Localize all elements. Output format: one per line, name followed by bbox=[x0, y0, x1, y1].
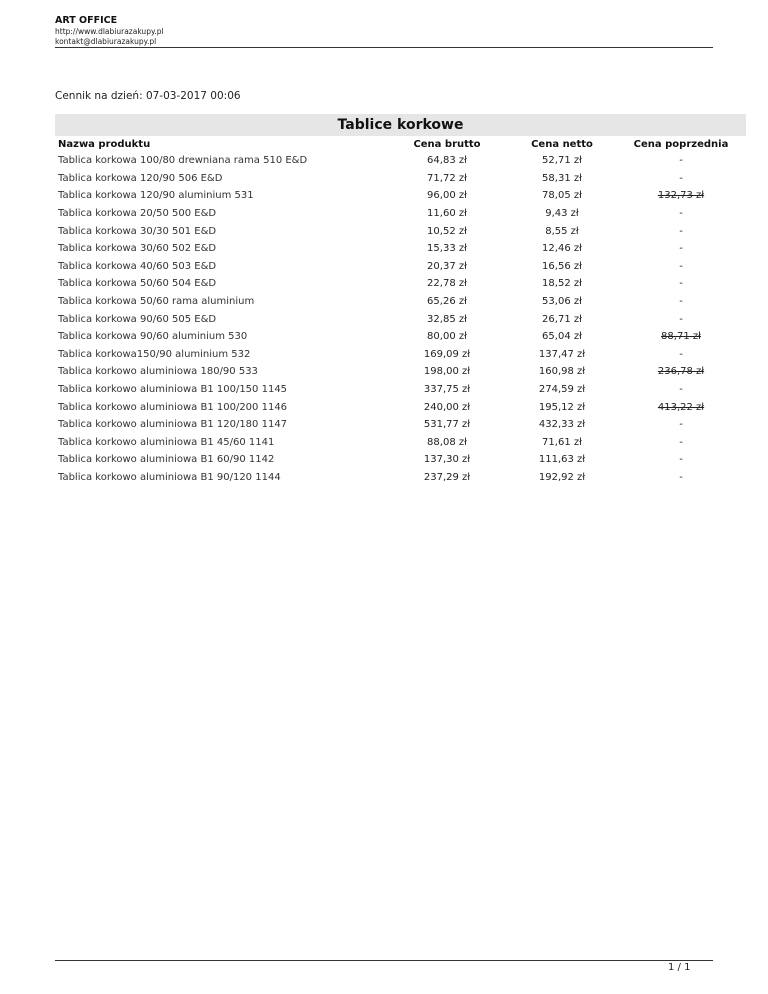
table-row bbox=[55, 398, 746, 416]
previous-price bbox=[616, 346, 746, 364]
table-row bbox=[55, 152, 746, 170]
company-email[interactable]: kontakt@dlabiurazakupy.pl bbox=[55, 37, 157, 46]
gross-price-text: 137,30 zł bbox=[423, 454, 471, 466]
gross-price-text: 198,00 zł bbox=[423, 366, 471, 378]
product-name bbox=[55, 434, 386, 452]
table-row bbox=[55, 187, 746, 205]
table-row bbox=[55, 363, 746, 381]
gross-price-text: 337,75 zł bbox=[423, 384, 471, 396]
previous-price bbox=[616, 310, 746, 328]
product-name bbox=[55, 381, 386, 399]
net-price-text: 274,59 zł bbox=[538, 384, 586, 396]
gross-price bbox=[386, 170, 508, 188]
previous-price-text: - bbox=[679, 348, 683, 360]
table-row bbox=[55, 293, 746, 311]
previous-price bbox=[616, 275, 746, 293]
product-name bbox=[55, 398, 386, 416]
table-row bbox=[55, 205, 746, 223]
previous-price-text: - bbox=[679, 225, 683, 237]
previous-price-text: - bbox=[679, 155, 683, 167]
gross-price-text: 240,00 zł bbox=[423, 401, 471, 413]
previous-price bbox=[616, 398, 746, 416]
net-price-text: 58,31 zł bbox=[542, 172, 582, 184]
product-name-text: Tablica korkowa 50/60 504 E&D bbox=[58, 278, 217, 290]
product-name-text: Tablica korkowa 120/90 506 E&D bbox=[58, 172, 223, 184]
previous-price-text: - bbox=[679, 296, 683, 308]
product-name-text: Tablica korkowo aluminiowa B1 45/60 1141 bbox=[58, 436, 275, 448]
previous-price-text: 413,22 zł bbox=[657, 401, 705, 413]
footer-divider bbox=[55, 960, 713, 961]
previous-price bbox=[616, 469, 746, 487]
previous-price bbox=[616, 170, 746, 188]
product-name bbox=[55, 416, 386, 434]
gross-price-text: 32,85 zł bbox=[427, 313, 467, 325]
gross-price bbox=[386, 398, 508, 416]
previous-price bbox=[616, 451, 746, 469]
table-row bbox=[55, 240, 746, 258]
gross-price bbox=[386, 222, 508, 240]
table-row bbox=[55, 310, 746, 328]
previous-price-text: 236,78 zł bbox=[657, 366, 705, 378]
product-name-text: Tablica korkowa 90/60 aluminium 530 bbox=[58, 331, 248, 343]
company-name: ART OFFICE bbox=[55, 15, 118, 26]
gross-price-text: 15,33 zł bbox=[427, 243, 467, 255]
table-row bbox=[55, 222, 746, 240]
document-header bbox=[55, 15, 713, 47]
product-name bbox=[55, 328, 386, 346]
net-price bbox=[508, 293, 616, 311]
gross-price bbox=[386, 240, 508, 258]
column-header-name: Nazwa produktu bbox=[58, 138, 151, 150]
net-price bbox=[508, 434, 616, 452]
previous-price-text: - bbox=[679, 436, 683, 448]
net-price-text: 160,98 zł bbox=[538, 366, 586, 378]
net-price-text: 52,71 zł bbox=[542, 155, 582, 167]
previous-price-text: - bbox=[679, 313, 683, 325]
net-price-text: 111,63 zł bbox=[538, 454, 586, 466]
product-name bbox=[55, 451, 386, 469]
gross-price bbox=[386, 205, 508, 223]
gross-price-text: 20,37 zł bbox=[427, 260, 467, 272]
net-price bbox=[508, 240, 616, 258]
net-price bbox=[508, 416, 616, 434]
net-price bbox=[508, 258, 616, 276]
net-price-text: 78,05 zł bbox=[542, 190, 582, 202]
product-name bbox=[55, 293, 386, 311]
net-price bbox=[508, 205, 616, 223]
product-name-text: Tablica korkowa 90/60 505 E&D bbox=[58, 313, 217, 325]
gross-price bbox=[386, 152, 508, 170]
net-price-text: 18,52 zł bbox=[542, 278, 582, 290]
gross-price-text: 169,09 zł bbox=[423, 348, 471, 360]
gross-price-text: 71,72 zł bbox=[427, 172, 467, 184]
category-title: Tablice korkowe bbox=[55, 114, 746, 136]
net-price-text: 432,33 zł bbox=[538, 419, 586, 431]
net-price-text: 71,61 zł bbox=[542, 436, 582, 448]
table-row bbox=[55, 434, 746, 452]
table-row bbox=[55, 469, 746, 487]
product-name-text: Tablica korkowa 50/60 rama aluminium bbox=[58, 296, 255, 308]
previous-price bbox=[616, 293, 746, 311]
previous-price-text: 132,73 zł bbox=[657, 190, 705, 202]
net-price-text: 195,12 zł bbox=[538, 401, 586, 413]
page-number: 1 / 1 bbox=[668, 962, 691, 973]
previous-price bbox=[616, 363, 746, 381]
product-name bbox=[55, 275, 386, 293]
previous-price bbox=[616, 258, 746, 276]
net-price bbox=[508, 381, 616, 399]
product-name-text: Tablica korkowa 30/30 501 E&D bbox=[58, 225, 217, 237]
product-name bbox=[55, 310, 386, 328]
previous-price bbox=[616, 416, 746, 434]
net-price-text: 192,92 zł bbox=[538, 471, 586, 483]
gross-price bbox=[386, 451, 508, 469]
net-price-text: 8,55 zł bbox=[545, 225, 579, 237]
product-name bbox=[55, 205, 386, 223]
net-price bbox=[508, 222, 616, 240]
previous-price bbox=[616, 240, 746, 258]
price-table-section bbox=[55, 114, 746, 486]
gross-price bbox=[386, 381, 508, 399]
previous-price-text: - bbox=[679, 471, 683, 483]
gross-price-text: 64,83 zł bbox=[427, 155, 467, 167]
net-price bbox=[508, 346, 616, 364]
previous-price bbox=[616, 434, 746, 452]
gross-price-text: 11,60 zł bbox=[427, 208, 467, 220]
net-price-text: 53,06 zł bbox=[542, 296, 582, 308]
product-name-text: Tablica korkowa 100/80 drewniana rama 510 E&D bbox=[58, 155, 308, 167]
net-price bbox=[508, 328, 616, 346]
company-website[interactable]: http://www.dlabiurazakupy.pl bbox=[55, 27, 164, 36]
gross-price-text: 531,77 zł bbox=[423, 419, 471, 431]
net-price-text: 16,56 zł bbox=[542, 260, 582, 272]
price-list-date: Cennik na dzień: 07-03-2017 00:06 bbox=[55, 90, 241, 102]
header-divider bbox=[55, 47, 713, 48]
product-name bbox=[55, 258, 386, 276]
product-name bbox=[55, 363, 386, 381]
column-header-net: Cena netto bbox=[531, 138, 593, 150]
gross-price-text: 96,00 zł bbox=[427, 190, 467, 202]
gross-price bbox=[386, 187, 508, 205]
table-row bbox=[55, 170, 746, 188]
gross-price-text: 237,29 zł bbox=[423, 471, 471, 483]
net-price-text: 26,71 zł bbox=[542, 313, 582, 325]
product-name-text: Tablica korkowo aluminiowa B1 120/180 1147 bbox=[58, 419, 288, 431]
previous-price-text: - bbox=[679, 454, 683, 466]
net-price-text: 9,43 zł bbox=[545, 208, 579, 220]
net-price bbox=[508, 398, 616, 416]
gross-price-text: 10,52 zł bbox=[427, 225, 467, 237]
gross-price bbox=[386, 363, 508, 381]
net-price-text: 12,46 zł bbox=[542, 243, 582, 255]
product-name bbox=[55, 152, 386, 170]
net-price bbox=[508, 451, 616, 469]
column-header-gross: Cena brutto bbox=[413, 138, 481, 150]
net-price bbox=[508, 187, 616, 205]
product-name-text: Tablica korkowo aluminiowa 180/90 533 bbox=[58, 366, 258, 378]
previous-price bbox=[616, 187, 746, 205]
table-row bbox=[55, 346, 746, 364]
gross-price bbox=[386, 310, 508, 328]
gross-price-text: 80,00 zł bbox=[427, 331, 467, 343]
product-name-text: Tablica korkowo aluminiowa B1 100/150 1145 bbox=[58, 384, 288, 396]
gross-price bbox=[386, 328, 508, 346]
table-row bbox=[55, 381, 746, 399]
gross-price bbox=[386, 434, 508, 452]
product-name bbox=[55, 222, 386, 240]
column-header-previous: Cena poprzednia bbox=[633, 138, 729, 150]
net-price bbox=[508, 170, 616, 188]
gross-price bbox=[386, 346, 508, 364]
product-name-text: Tablica korkowo aluminiowa B1 100/200 1146 bbox=[58, 401, 288, 413]
product-name bbox=[55, 240, 386, 258]
net-price bbox=[508, 469, 616, 487]
previous-price bbox=[616, 328, 746, 346]
product-name bbox=[55, 187, 386, 205]
gross-price bbox=[386, 258, 508, 276]
product-name bbox=[55, 469, 386, 487]
product-name-text: Tablica korkowa150/90 aluminium 532 bbox=[58, 348, 251, 360]
table-row bbox=[55, 258, 746, 276]
product-name-text: Tablica korkowo aluminiowa B1 60/90 1142 bbox=[58, 454, 275, 466]
previous-price-text: 88,71 zł bbox=[661, 331, 701, 343]
product-name bbox=[55, 170, 386, 188]
product-name-text: Tablica korkowo aluminiowa B1 90/120 1144 bbox=[58, 471, 281, 483]
net-price bbox=[508, 310, 616, 328]
previous-price bbox=[616, 205, 746, 223]
gross-price-text: 88,08 zł bbox=[427, 436, 467, 448]
gross-price-text: 22,78 zł bbox=[427, 278, 467, 290]
gross-price bbox=[386, 469, 508, 487]
previous-price bbox=[616, 381, 746, 399]
table-body bbox=[55, 152, 746, 486]
gross-price bbox=[386, 416, 508, 434]
product-name-text: Tablica korkowa 20/50 500 E&D bbox=[58, 208, 217, 220]
product-name-text: Tablica korkowa 120/90 aluminium 531 bbox=[58, 190, 254, 202]
product-name bbox=[55, 346, 386, 364]
previous-price-text: - bbox=[679, 419, 683, 431]
previous-price-text: - bbox=[679, 384, 683, 396]
net-price-text: 137,47 zł bbox=[538, 348, 586, 360]
previous-price bbox=[616, 222, 746, 240]
table-row bbox=[55, 416, 746, 434]
table-row bbox=[55, 451, 746, 469]
previous-price-text: - bbox=[679, 278, 683, 290]
net-price bbox=[508, 275, 616, 293]
table-row bbox=[55, 328, 746, 346]
gross-price bbox=[386, 275, 508, 293]
previous-price bbox=[616, 152, 746, 170]
net-price bbox=[508, 363, 616, 381]
product-name-text: Tablica korkowa 30/60 502 E&D bbox=[58, 243, 217, 255]
previous-price-text: - bbox=[679, 260, 683, 272]
price-table bbox=[55, 136, 746, 486]
table-header-row bbox=[55, 136, 746, 152]
gross-price-text: 65,26 zł bbox=[427, 296, 467, 308]
gross-price bbox=[386, 293, 508, 311]
net-price bbox=[508, 152, 616, 170]
previous-price-text: - bbox=[679, 172, 683, 184]
net-price-text: 65,04 zł bbox=[542, 331, 582, 343]
product-name-text: Tablica korkowa 40/60 503 E&D bbox=[58, 260, 217, 272]
previous-price-text: - bbox=[679, 243, 683, 255]
previous-price-text: - bbox=[679, 208, 683, 220]
table-row bbox=[55, 275, 746, 293]
